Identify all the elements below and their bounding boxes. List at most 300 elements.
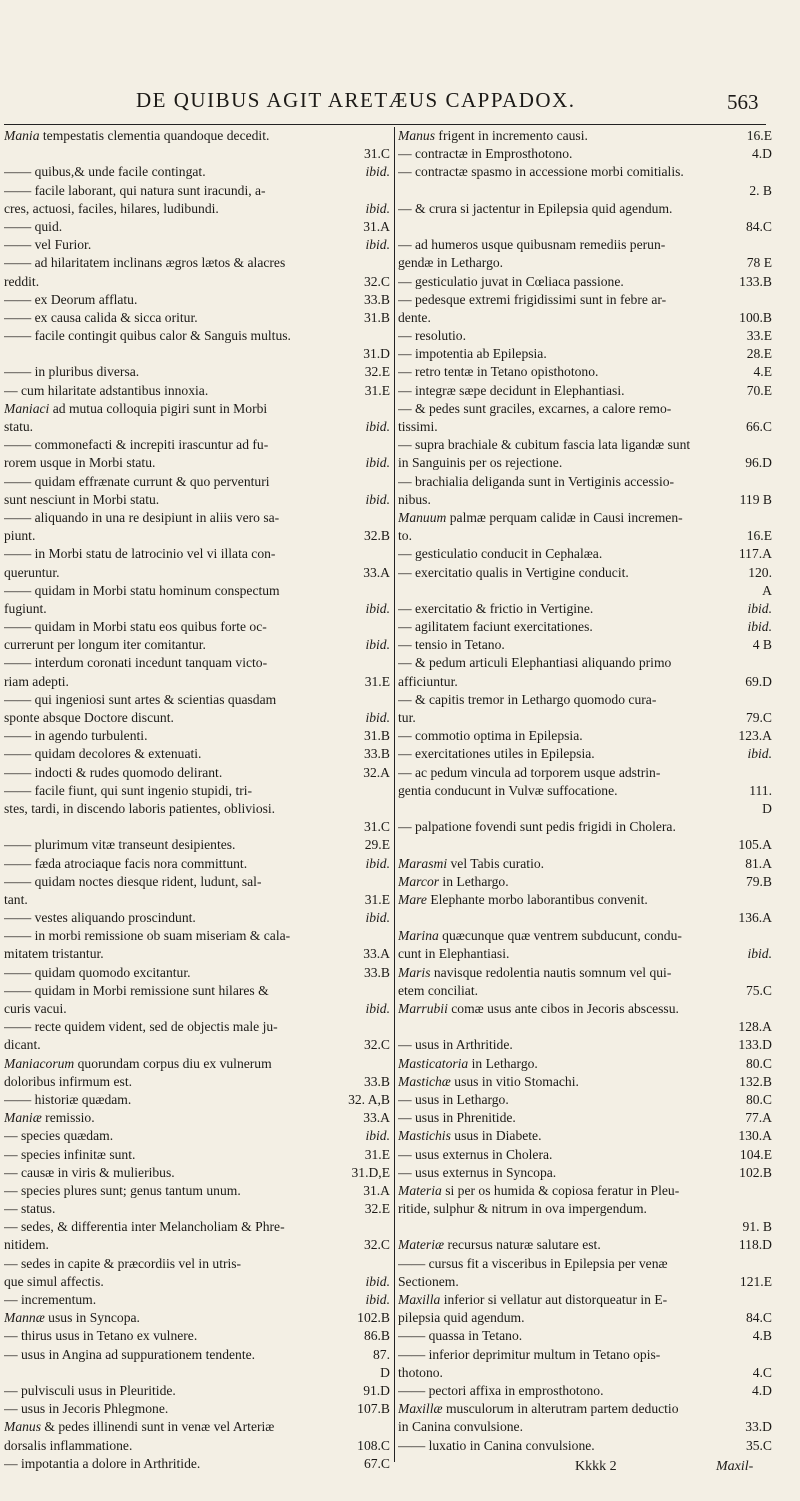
page-reference: 100.B xyxy=(739,309,772,325)
page-reference: 136.A xyxy=(738,910,772,926)
page-reference: ibid. xyxy=(365,164,390,180)
page-reference: 87. xyxy=(373,1346,390,1362)
entry-text: —— vel Furior. xyxy=(4,237,92,253)
page-reference: 16.E xyxy=(746,528,772,544)
entry-text: — exercitationes utiles in Epilepsia. xyxy=(398,746,595,762)
page-reference: 102.B xyxy=(357,1310,390,1326)
index-entry-line xyxy=(398,855,772,873)
entry-text: nibus. xyxy=(398,491,431,507)
page-reference: 32.C xyxy=(363,273,390,289)
entry-text: —— cursus fit a visceribus in Epilepsia per venæ xyxy=(398,1255,668,1271)
page-reference: 133.B xyxy=(739,273,772,289)
entry-text: — & crura si jactentur in Epilepsia quid agendum. xyxy=(398,200,673,216)
index-entry-line xyxy=(398,618,772,636)
index-entry-line xyxy=(398,545,772,563)
page-reference: 117.A xyxy=(738,546,772,562)
entry-text: —— quid. xyxy=(4,218,63,234)
entry-text: —— in agendo turbulenti. xyxy=(4,728,148,744)
index-entry-line xyxy=(4,1327,390,1345)
index-entry-line xyxy=(4,1164,390,1182)
index-entry-line xyxy=(4,982,390,1000)
index-entry-line xyxy=(398,1018,772,1036)
index-entry-line xyxy=(4,1127,390,1145)
index-entry-line xyxy=(398,436,772,454)
index-entry-line xyxy=(4,400,390,418)
headword: Mannæ xyxy=(4,1310,45,1326)
index-entry-line xyxy=(398,1437,772,1455)
entry-text: in Sanguinis per os rejectione. xyxy=(398,455,563,471)
index-entry-line xyxy=(4,709,390,727)
index-entry-line xyxy=(4,1073,390,1091)
index-entry-line xyxy=(398,473,772,491)
index-entry-line xyxy=(398,745,772,763)
index-entry-line xyxy=(398,418,772,436)
index-entry-line xyxy=(398,909,772,927)
index-entry-line xyxy=(4,545,390,563)
index-entry-line xyxy=(4,1418,390,1436)
entry-text: — thirus usus in Tetano ex vulnere. xyxy=(4,1328,198,1344)
page-reference: 33.A xyxy=(363,1110,390,1126)
entry-text: Marina quæcunque quæ ventrem subducunt, condu- xyxy=(398,928,682,944)
entry-text: —— quidam quomodo excitantur. xyxy=(4,964,191,980)
index-entry-line xyxy=(398,1255,772,1273)
entry-text: — & capitis tremor in Lethargo quomodo cura- xyxy=(398,691,657,707)
signature-mark: Kkkk 2 xyxy=(575,1459,617,1474)
index-entry-line xyxy=(398,964,772,982)
index-entry-line xyxy=(398,163,772,181)
entry-text: in Canina convulsione. xyxy=(398,1419,523,1435)
headword: Manuum xyxy=(398,509,447,525)
index-entry-line xyxy=(4,1273,390,1291)
entry-text: —— fæda atrociaque facis nora committunt. xyxy=(4,855,248,871)
index-entry-line xyxy=(4,1000,390,1018)
index-entry-line xyxy=(398,1273,772,1291)
index-entry-line xyxy=(398,1364,772,1382)
page-reference: ibid. xyxy=(365,910,390,926)
entry-text: Materia si per os humida & copiosa feratur in Pleu- xyxy=(398,1182,680,1198)
page-reference: ibid. xyxy=(365,1273,390,1289)
index-entry-line xyxy=(4,127,390,145)
page-reference: 123.A xyxy=(738,728,772,744)
page-reference: 32.C xyxy=(363,1037,390,1053)
index-entry-line xyxy=(4,873,390,891)
page-reference: 32. A,B xyxy=(348,1091,390,1107)
index-entry-line xyxy=(4,1218,390,1236)
headword: Manus xyxy=(398,128,436,143)
entry-text: dente. xyxy=(398,309,431,325)
page-reference: 132.B xyxy=(739,1073,772,1089)
index-entry-line xyxy=(4,654,390,672)
entry-text: cres, actuosi, faciles, hilares, ludibundi. xyxy=(4,200,219,216)
page-reference: ibid. xyxy=(365,600,390,616)
entry-text: thotono. xyxy=(398,1364,443,1380)
index-entry-line xyxy=(398,600,772,618)
entry-text: Manus frigent in incremento causi. xyxy=(398,128,588,143)
index-entry-line xyxy=(4,200,390,218)
entry-text: —— facile contingit quibus calor & Sanguis multus. xyxy=(4,328,291,344)
page-reference: 91. B xyxy=(742,1219,772,1235)
index-entry-line xyxy=(398,818,772,836)
page-reference: 32.E xyxy=(364,1201,390,1217)
entry-text: — exercitatio qualis in Vertigine conducit. xyxy=(398,564,629,580)
entry-text: —— quibus,& unde facile contingat. xyxy=(4,164,206,180)
entry-text: —— vestes aliquando proscindunt. xyxy=(4,910,196,926)
entry-text: dicant. xyxy=(4,1037,41,1053)
index-entry-line xyxy=(398,1309,772,1327)
index-entry-line xyxy=(4,745,390,763)
page-reference: D xyxy=(762,800,772,816)
index-entry-line xyxy=(4,527,390,545)
index-entry-line xyxy=(398,1127,772,1145)
entry-text: — contractæ spasmo in accessione morbi comitialis. xyxy=(398,164,684,180)
index-entry-line xyxy=(398,1382,772,1400)
entry-text: — species plures sunt; genus tantum unum. xyxy=(4,1182,241,1198)
index-entry-line xyxy=(4,1291,390,1309)
page-reference: 31.C xyxy=(363,819,390,835)
index-entry-line xyxy=(4,218,390,236)
page-reference: 108.C xyxy=(357,1437,390,1453)
entry-text: Mare Elephante morbo laborantibus convenit. xyxy=(398,891,648,907)
entry-text: — causæ in viris & mulieribus. xyxy=(4,1164,175,1180)
page-reference: 31.B xyxy=(363,309,390,325)
entry-text: — usus in Phrenitide. xyxy=(398,1110,516,1126)
page-reference: 33.A xyxy=(363,946,390,962)
index-entry-line xyxy=(398,636,772,654)
entry-text: — usus in Angina ad suppurationem tendente. xyxy=(4,1346,256,1362)
headword: Masticatoria xyxy=(398,1055,469,1071)
page-reference: 31.E xyxy=(364,1146,390,1162)
index-entry-line xyxy=(398,691,772,709)
entry-text: — exercitatio & frictio in Vertigine. xyxy=(398,600,594,616)
page-reference: 79.B xyxy=(745,873,772,889)
page-reference: 84.C xyxy=(745,1310,772,1326)
page-reference: 33.B xyxy=(363,964,390,980)
entry-text: Marasmi vel Tabis curatio. xyxy=(398,855,545,871)
page-reference: ibid. xyxy=(747,946,772,962)
index-entry-line xyxy=(4,1309,390,1327)
page-reference: 31.A xyxy=(363,218,390,234)
entry-text: Manus & pedes illinendi sunt in venæ vel Arteriæ xyxy=(4,1419,275,1435)
entry-text: statu. xyxy=(4,419,34,434)
index-entry-line xyxy=(4,1055,390,1073)
index-entry-line xyxy=(4,291,390,309)
page-reference: 84.C xyxy=(745,218,772,234)
index-entry-line xyxy=(4,800,390,818)
index-entry-line xyxy=(4,273,390,291)
entry-text: queruntur. xyxy=(4,564,60,580)
index-entry-line xyxy=(398,945,772,963)
entry-text: gendæ in Lethargo. xyxy=(398,255,504,271)
index-entry-line xyxy=(4,818,390,836)
headword: Maris xyxy=(398,964,431,980)
entry-text: Marcor in Lethargo. xyxy=(398,873,509,889)
headword: Mania xyxy=(4,128,40,143)
entry-text: —— quidam noctes diesque rident, ludunt, sal- xyxy=(4,873,262,889)
entry-text: Manuum palmæ perquam calidæ in Causi incremen- xyxy=(398,509,683,525)
entry-text: Sectionem. xyxy=(398,1273,459,1289)
index-entry-line xyxy=(398,218,772,236)
entry-text: — agilitatem faciunt exercitationes. xyxy=(398,619,593,635)
entry-text: — pedesque extremi frigidissimi sunt in febre ar- xyxy=(398,291,667,307)
index-entry-line xyxy=(398,454,772,472)
index-entry-line xyxy=(398,1055,772,1073)
page-reference: 4.E xyxy=(753,364,772,380)
entry-text: Marrubii comæ usus ante cibos in Jecoris abscessu. xyxy=(398,1001,679,1016)
index-entry-line xyxy=(398,509,772,527)
entry-text: — sedes in capite & præcordiis vel in utris- xyxy=(4,1255,242,1271)
entry-text: —— ex Deorum afflatu. xyxy=(4,291,138,307)
index-entry-line xyxy=(4,927,390,945)
index-entry-line xyxy=(4,600,390,618)
entry-text: etem conciliat. xyxy=(398,982,479,998)
page-reference: ibid. xyxy=(365,491,390,507)
index-entry-line xyxy=(4,436,390,454)
page-reference: 80.C xyxy=(745,1055,772,1071)
index-entry-line xyxy=(4,673,390,691)
index-entry-line xyxy=(398,836,772,854)
index-entry-line xyxy=(398,1164,772,1182)
index-entry-line xyxy=(398,327,772,345)
index-entry-line xyxy=(398,363,772,381)
index-entry-line xyxy=(4,345,390,363)
page-reference: 33.E xyxy=(746,328,772,344)
page-reference: ibid. xyxy=(365,1292,390,1307)
page-reference: 81.A xyxy=(745,855,772,871)
page-reference: 33.B xyxy=(363,746,390,762)
index-entry-line xyxy=(4,618,390,636)
page-reference: 31.E xyxy=(364,382,390,398)
entry-text: — tensio in Tetano. xyxy=(398,637,505,653)
index-entry-line xyxy=(4,691,390,709)
index-entry-line xyxy=(398,709,772,727)
entry-text: —— facile fiunt, qui sunt ingenio stupidi, tri- xyxy=(4,782,253,798)
page-reference: 28.E xyxy=(746,346,772,362)
headword: Manus xyxy=(4,1419,42,1435)
entry-text: — usus in Jecoris Phlegmone. xyxy=(4,1401,169,1417)
entry-text: — pulvisculi usus in Pleuritide. xyxy=(4,1382,176,1398)
index-entry-line xyxy=(4,636,390,654)
entry-text: — impotantia a dolore in Arthritide. xyxy=(4,1455,201,1471)
index-entry-line xyxy=(4,891,390,909)
index-entry-line xyxy=(398,200,772,218)
page-reference: 130.A xyxy=(738,1128,772,1144)
entry-text: doloribus infirmum est. xyxy=(4,1073,132,1089)
entry-text: —— interdum coronati incedunt tanquam victo- xyxy=(4,655,268,671)
index-entry-line xyxy=(4,855,390,873)
entry-text: —— commonefacti & increpiti irascuntur ad fu- xyxy=(4,437,269,453)
entry-text: — supra brachiale & cubitum fascia lata ligandæ sunt xyxy=(398,437,691,453)
index-entry-line xyxy=(4,473,390,491)
index-entry-line xyxy=(4,454,390,472)
page-reference: 31.A xyxy=(363,1182,390,1198)
entry-text: — integræ sæpe decidunt in Elephantiasi. xyxy=(398,382,625,398)
index-entry-line xyxy=(4,1091,390,1109)
entry-text: — palpatione fovendi sunt pedis frigidi in Cholera. xyxy=(398,819,676,835)
entry-text: rorem usque in Morbi statu. xyxy=(4,455,156,471)
index-entry-line xyxy=(4,1036,390,1054)
page-reference: 29.E xyxy=(364,837,390,853)
entry-text: —— in Morbi statu de latrocinio vel vi illata con- xyxy=(4,546,276,562)
page-reference: ibid. xyxy=(365,237,390,253)
entry-text: afficiuntur. xyxy=(398,673,458,689)
page-reference: 79.C xyxy=(745,710,772,725)
column-divider xyxy=(394,127,395,1462)
headword: Mastichæ xyxy=(398,1073,451,1089)
page-reference: 2. B xyxy=(749,182,772,198)
index-entry-line xyxy=(398,1327,772,1345)
index-entry-line xyxy=(4,491,390,509)
page-reference: 111. xyxy=(749,782,772,798)
entry-text: — sedes, & differentia inter Melancholiam & Phre- xyxy=(4,1219,285,1235)
entry-text: —— quidam in Morbi remissione sunt hilares & xyxy=(4,982,269,998)
entry-text: que simul affectis. xyxy=(4,1273,104,1289)
index-entry-line xyxy=(4,582,390,600)
page-reference: 107.B xyxy=(357,1401,390,1417)
entry-text: Mastichis usus in Diabete. xyxy=(398,1128,542,1144)
page-reference: 33.B xyxy=(363,291,390,307)
entry-text: —— pectori affixa in emprosthotono. xyxy=(398,1382,604,1398)
entry-text: — usus externus in Cholera. xyxy=(398,1146,553,1162)
index-entry-line xyxy=(398,236,772,254)
index-entry-line xyxy=(398,873,772,891)
entry-text: Maniacorum quorundam corpus diu ex vulnerum xyxy=(4,1055,272,1071)
index-entry-line xyxy=(4,1182,390,1200)
entry-text: — usus externus in Syncopa. xyxy=(398,1164,557,1180)
entry-text: riam adepti. xyxy=(4,673,69,689)
page-reference: 33.B xyxy=(363,1073,390,1089)
index-entry-line xyxy=(4,1364,390,1382)
page-reference: 105.A xyxy=(738,837,772,853)
entry-text: Maniaci ad mutua colloquia pigiri sunt in Morbi xyxy=(4,400,268,416)
index-entry-line xyxy=(398,273,772,291)
page-reference: ibid. xyxy=(365,1001,390,1016)
page-reference: 69.D xyxy=(745,673,772,689)
page-reference: 96.D xyxy=(745,455,772,471)
page-number: 563 xyxy=(727,90,759,114)
page-reference: 4.D xyxy=(751,1382,772,1398)
entry-text: fugiunt. xyxy=(4,600,47,616)
entry-text: — gesticulatio conducit in Cephalæa. xyxy=(398,546,603,562)
index-entry-line xyxy=(4,564,390,582)
entry-text: Mannæ usus in Syncopa. xyxy=(4,1310,140,1326)
index-entry-line xyxy=(4,1255,390,1273)
index-entry-line xyxy=(4,363,390,381)
index-entry-line xyxy=(398,582,772,600)
entry-text: mitatem tristantur. xyxy=(4,946,104,962)
page-reference: 102.B xyxy=(739,1164,772,1180)
index-entry-line xyxy=(4,909,390,927)
entry-text: — & pedum articuli Elephantiasi aliquando primo xyxy=(398,655,672,671)
index-entry-line xyxy=(398,400,772,418)
page-reference: 33.D xyxy=(745,1419,772,1435)
header-rule xyxy=(4,124,766,125)
entry-text: pilepsia quid agendum. xyxy=(398,1310,525,1326)
headword: Marina xyxy=(398,928,439,944)
page-header xyxy=(0,88,800,122)
page-reference: 31.C xyxy=(363,146,390,162)
index-entry-line xyxy=(4,1437,390,1455)
index-entry-line xyxy=(398,764,772,782)
index-entry-line xyxy=(4,236,390,254)
entry-text: —— ex causa calida & sicca oritur. xyxy=(4,309,198,325)
entry-text: —— facile laborant, qui natura sunt iracundi, a- xyxy=(4,182,266,198)
index-entry-line xyxy=(398,254,772,272)
entry-text: curis vacui. xyxy=(4,1001,67,1016)
index-entry-line xyxy=(398,1182,772,1200)
page-reference: ibid. xyxy=(365,637,390,653)
headword: Mastichis xyxy=(398,1128,451,1144)
index-entry-line xyxy=(4,727,390,745)
page-reference: 16.E xyxy=(746,128,772,143)
entry-text: — gesticulatio juvat in Cœliaca passione. xyxy=(398,273,624,289)
page-reference: ibid. xyxy=(365,1128,390,1144)
headword: Marrubii xyxy=(398,1001,448,1016)
entry-text: —— quidam decolores & extenuati. xyxy=(4,746,202,762)
catchword: Maxil- xyxy=(716,1459,754,1474)
index-entry-line xyxy=(4,1109,390,1127)
index-entry-line xyxy=(4,764,390,782)
page-reference: 31.E xyxy=(364,891,390,907)
entry-text: — cum hilaritate adstantibus innoxia. xyxy=(4,382,209,398)
index-entry-line xyxy=(398,673,772,691)
page-reference: 4 B xyxy=(752,637,772,653)
entry-text: Materiæ recursus naturæ salutare est. xyxy=(398,1237,601,1253)
index-entry-line xyxy=(398,1073,772,1091)
headword: Marasmi xyxy=(398,855,448,871)
entry-text: —— quidam in Morbi statu eos quibus forte oc- xyxy=(4,619,267,635)
index-entry-line xyxy=(398,782,772,800)
index-entry-line xyxy=(398,1000,772,1018)
entry-text: — status. xyxy=(4,1201,56,1217)
entry-text: — commotio optima in Epilepsia. xyxy=(398,728,583,744)
index-entry-line xyxy=(398,1400,772,1418)
index-entry-line xyxy=(398,1346,772,1364)
entry-text: Maniæ remissio. xyxy=(4,1110,95,1126)
entry-text: Masticatoria in Lethargo. xyxy=(398,1055,538,1071)
page-reference: 35.C xyxy=(745,1437,772,1453)
index-entry-line xyxy=(398,1036,772,1054)
running-title: DE QUIBUS AGIT ARETÆUS CAPPADOX. xyxy=(136,88,576,112)
page-reference: 33.A xyxy=(363,564,390,580)
entry-text: stes, tardi, in discendo laboris patientes, obliviosi. xyxy=(4,800,276,816)
page-reference: 70.E xyxy=(746,382,772,398)
index-entry-line xyxy=(398,1109,772,1127)
page-reference: ibid. xyxy=(747,600,772,616)
page-reference: ibid. xyxy=(365,419,390,434)
index-entry-line xyxy=(398,927,772,945)
page-reference: ibid. xyxy=(365,855,390,871)
headword: Materia xyxy=(398,1182,442,1198)
entry-text: — species infinitæ sunt. xyxy=(4,1146,136,1162)
entry-text: to. xyxy=(398,528,412,544)
entry-text: — brachialia deliganda sunt in Vertiginis accessio- xyxy=(398,473,675,489)
entry-text: Maxillæ musculorum in alterutram partem deductio xyxy=(398,1401,679,1417)
entry-text: —— quidam in Morbi statu hominum conspectum xyxy=(4,582,280,598)
page-reference: 120. xyxy=(748,564,772,580)
index-column-right xyxy=(398,127,772,1487)
page-reference: 4.C xyxy=(752,1364,772,1380)
page-reference: 4.D xyxy=(751,146,772,162)
page-reference: 32.E xyxy=(364,364,390,380)
index-entry-line xyxy=(398,982,772,1000)
page-reference: 32.B xyxy=(363,528,390,544)
page-reference: 31.E xyxy=(364,673,390,689)
index-entry-line xyxy=(4,182,390,200)
entry-text: currerunt per longum iter comitantur. xyxy=(4,637,206,653)
index-entry-line xyxy=(398,1418,772,1436)
index-entry-line xyxy=(4,782,390,800)
index-entry-line xyxy=(398,1218,772,1236)
